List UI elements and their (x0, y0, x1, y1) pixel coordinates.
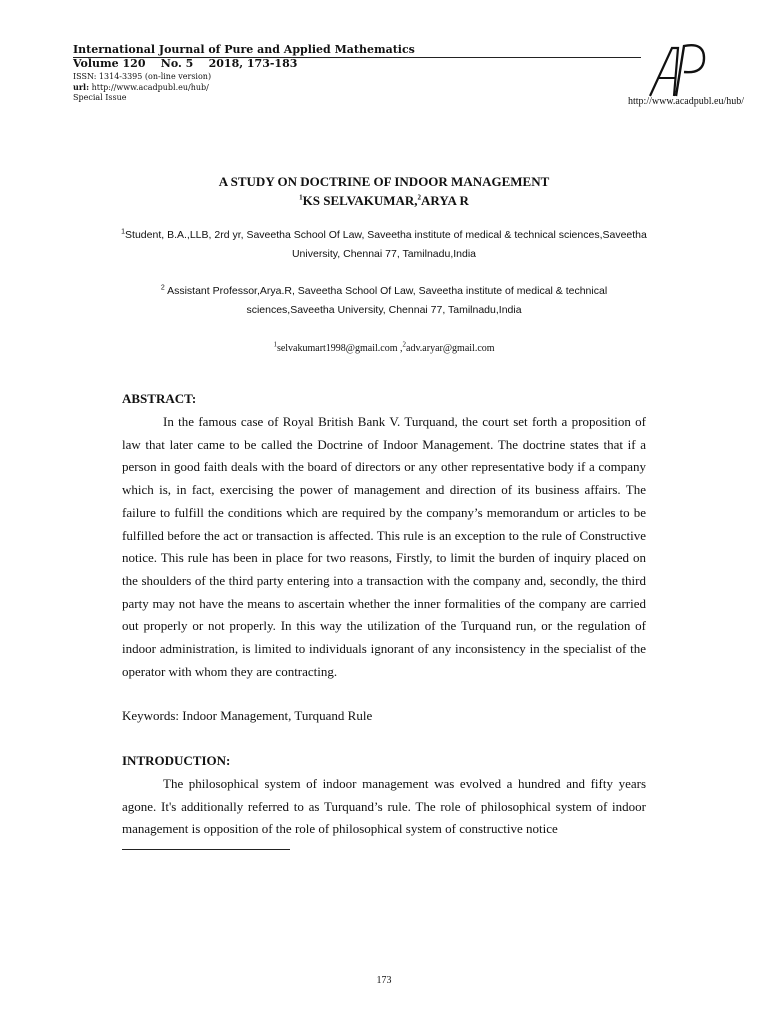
introduction-paragraph: The philosophical system of indoor management was evolved a hundred and fifty years agone. It's additionally referred to as Turquand’s rule. The role of philosophical system of indoor management is opposition of the role of philosophical system of constructive notice (122, 776, 646, 837)
affil1-sup: 1 (121, 228, 126, 236)
email2-sup: 2 (402, 340, 407, 349)
abstract-body (122, 411, 646, 683)
keywords: Keywords: Indoor Management, Turquand Rule (122, 708, 373, 723)
authors (0, 193, 768, 209)
logo-url[interactable]: http://www.acadpubl.eu/hub/ (628, 96, 744, 107)
footnote-rule (122, 849, 290, 850)
paper-title: A STUDY ON DOCTRINE OF INDOOR MANAGEMENT (218, 174, 550, 189)
author2-sup: 2 (417, 193, 422, 202)
email1-sup: 1 (273, 340, 277, 349)
abstract-heading: ABSTRACT: (122, 391, 197, 406)
author2: ARYA R (421, 193, 469, 208)
journal-title: International Journal of Pure and Applied Mathematics (73, 43, 415, 56)
volume-line: Volume 120 No. 5 2018, 173-183 (73, 57, 298, 70)
abstract-paragraph: In the famous case of Royal British Bank V. Turquand, the court set forth a proposition of law that later came to be called the Doctrine of Indoor Management. The doctrine states that if a person in good faith deals with the board of directors or any other representative body if a company which is, in fact, exercising the power of management and direction of its business affairs. The failure to fulfill the conditions which are required by the company’s memorandum or articles to be fulfilled before the act or transaction is affected. This rule is an exception to the rule of Constructive notice. This rule has been in place for two reasons, Firstly, to limit the burden of inquiry placed on the shoulders of the third party entering into a transaction with the company and, secondly, the third party may not have the means to ascertain whether the inner formalities of the company are carried out properly or not properly. In this way the utilization of the Turquand run, or the regulation of indoor administration, is limited to individuals ignorant of any inconsistency in the specialist of the operator with whom they are contracting. (122, 414, 646, 679)
journal-header (73, 43, 673, 56)
journal-meta (73, 72, 211, 103)
url-value[interactable]: http://www.acadpubl.eu/hub/ (91, 83, 209, 92)
affiliation-2 (120, 282, 648, 320)
email2[interactable]: adv.aryar@gmail.com (406, 343, 495, 354)
page-number: 173 (376, 975, 392, 986)
affil2-text: Assistant Professor,Arya.R, Saveetha School Of Law, Saveetha institute of medical & technical sciences,Saveetha University, Chennai 77, Tamilnadu,India (164, 285, 608, 316)
email1[interactable]: selvakumart1998@gmail.com , (276, 343, 403, 354)
author-emails (0, 340, 768, 354)
journal-url[interactable] (73, 82, 211, 93)
affil1-text: Student, B.A.,LLB, 2rd yr, Saveetha School Of Law, Saveetha institute of medical & technical sciences,Saveetha University, Chennai 77, Tamilnadu,India (125, 229, 647, 260)
affiliation-1 (120, 226, 648, 264)
author1-sup: 1 (299, 193, 303, 202)
issn: ISSN: 1314-3395 (on-line version) (73, 72, 212, 81)
introduction-heading: INTRODUCTION: (122, 753, 231, 768)
special-issue: Special Issue (73, 93, 127, 102)
introduction-body (122, 773, 646, 841)
affil2-sup: 2 (160, 284, 165, 292)
url-label: url: (73, 82, 90, 92)
author1: KS SELVAKUMAR, (302, 193, 418, 208)
